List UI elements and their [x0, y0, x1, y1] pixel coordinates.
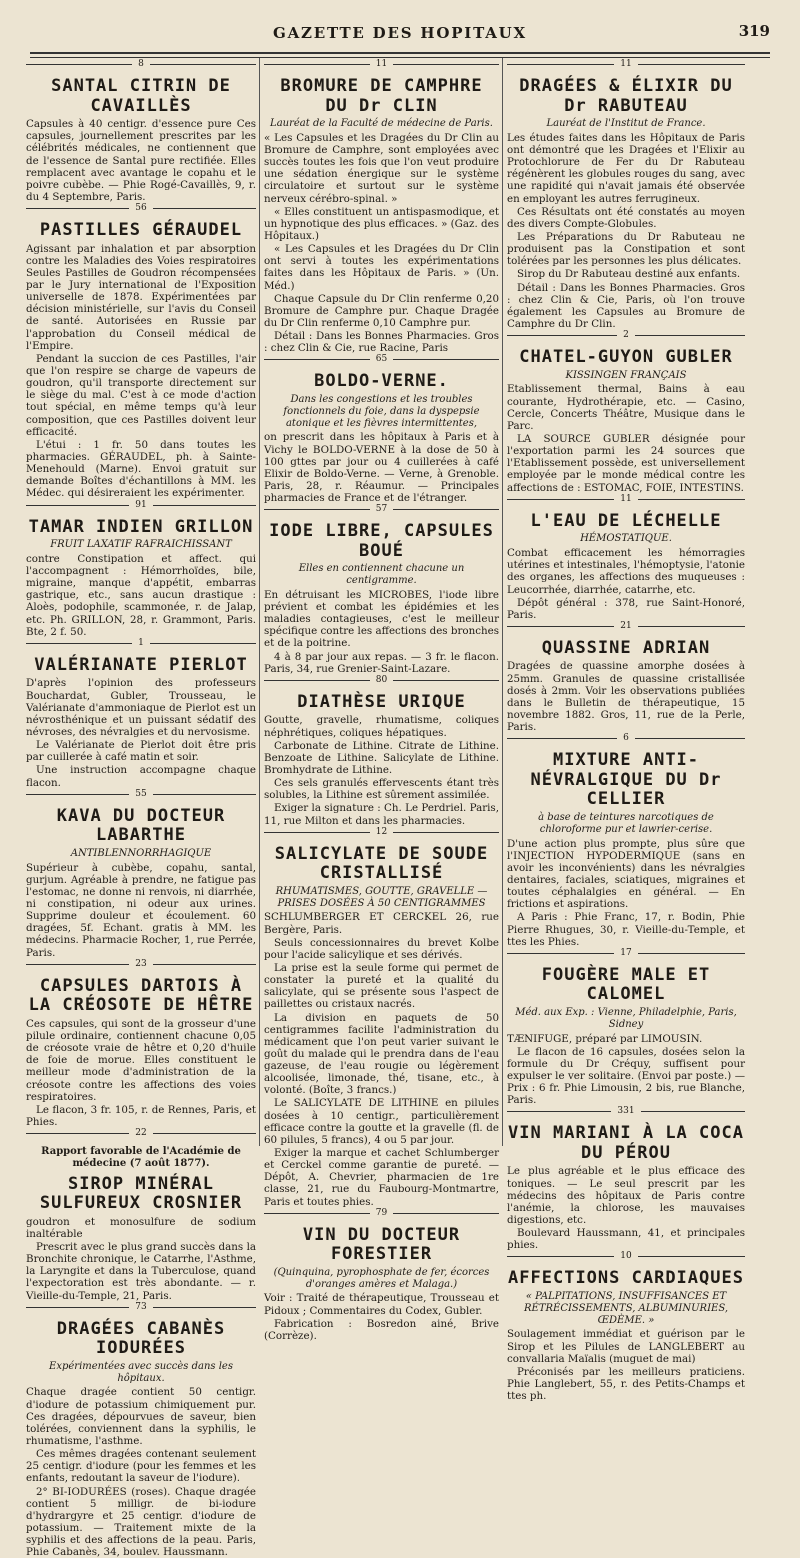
ad-body [26, 1018, 256, 1128]
ad-paragraph: Soulagement immédiat et guérison par le Sirop et les Pilules de LANGLEBERT au convallaria Maïalis (muguet de mai) [507, 1328, 745, 1365]
page-title: GAZETTE DES HOPITAUX [272, 24, 527, 42]
ad-number: 11 [614, 59, 637, 69]
ad-subtitle: (Quinquina, pyrophosphate de fer, écorces d'oranges amères et Malaga.) [273, 1266, 490, 1290]
column-2 [264, 59, 499, 1342]
ad-subtitle: Rapport favorable de l'Académie de médecine (7 août 1877). [41, 1146, 241, 1169]
ad-subtitle: Expérimentées avec succès dans les hôpitaux. [49, 1360, 233, 1384]
ad-subtitle: Lauréat de la Faculté de médecine de Paris. [270, 118, 493, 130]
ad-body [264, 431, 499, 504]
ad-subtitle: KISSINGEN FRANÇAIS [565, 369, 687, 381]
ad-paragraph: Une instruction accompagne chaque flacon. [26, 764, 256, 789]
ad-paragraph: A Paris : Phie Franc, 17, r. Bodin, Phie Pierre Rhugues, 30, r. Vieille-du-Temple, et ttes les Phies. [507, 911, 745, 948]
ad-number: 12 [370, 827, 393, 837]
ad-number-rule [507, 493, 745, 510]
advertisement [507, 59, 745, 330]
ad-paragraph: Le Valérianate de Pierlot doit être pris par cuillerée à café matin et soir. [26, 739, 256, 764]
ad-number: 10 [614, 1251, 637, 1261]
ad-body [264, 714, 499, 826]
ad-number-rule [264, 1207, 499, 1224]
ad-paragraph: Voir : Traité de thérapeutique, Trousseau et Pidoux ; Commentaires du Codex, Gubler. [264, 1292, 499, 1317]
ad-headline: DIATHÈSE URIQUE [297, 691, 466, 712]
ad-paragraph: TÆNIFUGE, préparé par LIMOUSIN. [507, 1032, 703, 1045]
ad-number: 80 [370, 675, 393, 685]
advertisement [507, 493, 745, 621]
ad-body [507, 1033, 745, 1107]
ad-body [26, 862, 256, 959]
ad-paragraph: Les études faites dans les Hôpitaux de Paris ont démontré que les Dragées et l'Elixir au Protochlorure de Fer du Dr Rabuteau régénèrent les globules rouges du sang, avec une rapidité qui n'avait jamais été observée en employant les autres ferrugineux. [507, 131, 745, 205]
ad-body [507, 660, 745, 733]
ad-number-rule [26, 788, 256, 805]
ad-number: 55 [129, 789, 152, 799]
ad-number-rule [264, 826, 499, 843]
advertisement [507, 733, 745, 948]
ad-number-rule [26, 637, 256, 654]
ad-number: 8 [132, 59, 150, 69]
ad-paragraph: 2° BI-IODURÉES (roses). Chaque dragée contient 5 milligr. de bi-iodure d'hydrargyre et 25 centigr. d'iodure de potassium. — Traitement mixte de la syphilis et des affections de la peau. Paris, Phie Cabanès, 34, boulev. Haussmann. [26, 1485, 256, 1558]
ad-headline: L'EAU DE LÉCHELLE [530, 510, 722, 531]
ad-number-rule [26, 1301, 256, 1318]
column-1 [26, 59, 256, 1558]
ad-body [26, 118, 256, 203]
ad-number-rule [264, 504, 499, 520]
ad-number: 1 [132, 638, 150, 648]
ad-paragraph: Supérieur à cubèbe, copahu, santal, gurjum. Agréable à prendre, ne fatigue pas l'estomac, ne donne ni renvois, ni diarrhée, ni constipation, ni odeur aux urines. Supprime douleur et écoulement. 60 dragées, 5f. Echant. gratis à MM. les médecins. Pharmacie Rocher, 1, rue Perrée, Paris. [26, 861, 256, 959]
ad-number: 11 [370, 59, 393, 69]
ad-paragraph: Détail : Dans les Bonnes Pharmacies. Gros : chez Clin & Cie, Paris, où l'on trouve également les Capsules au Bromure de Camphre du Dr Clin. [507, 281, 745, 330]
ad-number-rule [507, 1251, 745, 1267]
ad-paragraph: En détruisant les MICROBES, l'iode libre prévient et combat les épidémies et les maladies contagieuses, c'est le meilleur spécifique contre les affections des bronches et de la poitrine. [264, 588, 499, 650]
ad-subtitle: « PALPITATIONS, INSUFFISANCES ET RÉTRÉCISSEMENTS, ALBUMINURIES, ŒDÈME. » [523, 1290, 729, 1326]
ad-paragraph: contre Constipation et affect. qui l'accompagnent : Hémorrhoïdes, bile, migraine, manque d'appétit, embarras gastrique, etc., sans aucun drastique : Aloès, podophile, scammonée, r. de Jalap, etc. Ph. GRILLON, 28, r. Grammont, Paris. Bte, 2 f. 50. [26, 552, 256, 638]
ad-body [26, 1216, 256, 1302]
advertisement [507, 1251, 745, 1403]
page-number: 319 [738, 22, 770, 40]
ad-number: 331 [611, 1106, 640, 1116]
ad-body [264, 132, 499, 355]
ad-number: 56 [129, 203, 152, 213]
ad-paragraph: Ces mêmes dragées contenant seulement 25 centigr. d'iodure (pour les femmes et les enfants, redoutant la saveur de l'iodure). [26, 1448, 256, 1485]
advertisement [507, 1106, 745, 1252]
advertisement [26, 788, 256, 959]
ad-paragraph: SCHLUMBERGER ET CERCKEL 26, rue Bergère, Paris. [264, 911, 499, 936]
ad-subtitle: à base de teintures narcotiques de chloroforme pur et lawrier-cerise. [538, 811, 714, 835]
column-divider [259, 58, 260, 1146]
ad-paragraph: goudron et monosulfure de sodium inaltérable [26, 1215, 256, 1240]
ad-paragraph: Etablissement thermal, Bains à eau courante, Hydrothérapie, etc. — Casino, Cercle, Concerts Théâtre, Musique dans le Parc. [507, 383, 745, 432]
ad-paragraph: D'une action plus prompte, plus sûre que l'INJECTION HYPODERMIQUE (sans en avoir les inconvénients) dans les névralgies dentaires, faciales, sciatiques, migraines et toutes céphalalgies en général. — En frictions et aspirations. [507, 837, 745, 911]
advertisement [264, 674, 499, 827]
ad-body [507, 1328, 745, 1402]
ad-number-rule [264, 59, 499, 75]
advertisement [26, 958, 256, 1128]
ad-number-rule [507, 330, 745, 346]
ad-number: 73 [129, 1302, 152, 1312]
ad-paragraph: Fabrication : Bosredon ainé, Brive (Corrèze). [264, 1317, 499, 1342]
advertisement [264, 826, 499, 1208]
ad-headline: CHATEL-GUYON GUBLER [519, 347, 733, 368]
ad-paragraph: Sirop du Dr Rabuteau destiné aux enfants. [517, 268, 741, 281]
advertisement [26, 1128, 256, 1170]
advertisement [507, 330, 745, 494]
ad-paragraph: Ces Résultats ont été constatés au moyen des divers Compte-Globules. [507, 205, 745, 230]
ad-number-rule [26, 1128, 256, 1144]
ad-subtitle: FRUIT LAXATIF RAFRAICHISSANT [50, 539, 232, 551]
ad-number: 22 [129, 1128, 152, 1138]
ad-paragraph: « Les Capsules et les Dragées du Dr Clin ont servi à toutes les expérimentations faites dans les Hôpitaux de Paris. » (Un. Méd.) [264, 243, 499, 292]
ad-paragraph: Boulevard Haussmann, 41, et principales phies. [507, 1227, 745, 1252]
advertisement [26, 637, 256, 789]
ad-paragraph: Exiger la marque et cachet Schlumberger et Cerckel comme garantie de pureté. — Dépôt, A. Chevrier, pharmacien de 1re classe, 21, rue du Faubourg-Montmartre, Paris et toutes phies. [264, 1147, 499, 1208]
ad-subtitle: Dans les congestions et les troubles fonctionnels du foie, dans la dyspepsie atonique et les fièvres intermittentes, [283, 393, 480, 429]
ad-paragraph: Ces sels granulés effervescents étant très solubles, la Lithine est sûrement assimilée. [264, 777, 499, 802]
ad-paragraph: on prescrit dans les hôpitaux à Paris et à Vichy le BOLDO-VERNE à la dose de 50 à 100 gttes par jour ou 4 cuillerées à café Elixir de Boldo-Verne. — Verne, à Grenoble. Paris, 28, r. Réaumur. — Principales pharmacies de France et de l'étranger. [264, 431, 499, 505]
ad-number-rule [507, 620, 745, 637]
ad-number-rule [26, 203, 256, 219]
ad-body [507, 383, 745, 493]
ad-subtitle: HÉMOSTATIQUE. [580, 533, 672, 545]
ad-number-rule [507, 947, 745, 964]
ad-number: 57 [370, 504, 393, 514]
ad-paragraph: L'étui : 1 fr. 50 dans toutes les pharmacies. GÉRAUDEL, ph. à Sainte-Menehould (Marne). Envoi gratuit sur demande Boîtes d'échantillons à MM. les Médec. qui désireraient les expérimenter. [26, 438, 256, 500]
ad-paragraph: Dépôt général : 378, rue Saint-Honoré, Paris. [507, 596, 745, 621]
ad-body [264, 1292, 499, 1342]
advertisement [264, 504, 499, 675]
ad-number: 65 [370, 354, 393, 364]
ad-paragraph: D'après l'opinion des professeurs Bouchardat, Gubler, Trousseau, le Valérianate d'ammoniaque de Pierlot est un névrosthénique et un puissant sédatif des névroses, des névralgies et du nervosisme. [26, 677, 256, 739]
ad-paragraph: Seuls concessionnaires du brevet Kolbe pour l'acide salicylique et ses dérivés. [264, 936, 499, 961]
masthead [30, 18, 770, 52]
ad-headline: AFFECTIONS CARDIAQUES [508, 1268, 744, 1289]
ad-paragraph: Détail : Dans les Bonnes Pharmacies. Gros : chez Clin & Cie, rue Racine, Paris [264, 330, 499, 355]
ad-number: 6 [617, 733, 635, 743]
advertisement [264, 354, 499, 505]
ad-body [264, 589, 499, 675]
advertisement [264, 1207, 499, 1342]
ad-number-rule [26, 958, 256, 975]
ad-paragraph: La division en paquets de 50 centigrammes facilite l'administration du médicament que l'on peut varier suivant le goût du malade qui le prendra dans de l'eau gazeuse, de l'eau rougie ou légèrement alcoolisée, limonade, thé, tisane, etc., à volonté. (Boîte, 3 francs.) [264, 1011, 499, 1097]
advertisement [264, 59, 499, 355]
ad-body [26, 243, 256, 500]
ad-headline: BROMURE DE CAMPHRE DU Dr CLIN [280, 76, 483, 116]
advertisement [26, 203, 256, 500]
ad-number: 21 [614, 621, 637, 631]
ad-number-rule [507, 1106, 745, 1122]
ad-paragraph: « Les Capsules et les Dragées du Dr Clin au Bromure de Camphre, sont employées avec succès toutes les fois que l'on veut produire une sédation énergique sur le système circulatoire et surtout sur le système nerveux cérébro-spinal. » [264, 131, 499, 205]
ad-subtitle: RHUMATISMES, GOUTTE, GRAVELLE — PRISES DOSÉES À 50 CENTIGRAMMES [275, 885, 488, 909]
ad-number: 11 [614, 494, 637, 504]
ad-body [26, 677, 256, 788]
ad-number: 79 [370, 1208, 393, 1218]
ad-number-rule [507, 733, 745, 749]
ad-headline: TAMAR INDIEN GRILLON [28, 516, 254, 537]
ad-paragraph: Le flacon, 3 fr. 105, r. de Rennes, Paris, et Phies. [26, 1103, 256, 1128]
ad-paragraph: Combat efficacement les hémorragies utérines et intestinales, l'hémoptysie, l'atonie des organes, les affections des muqueuses : Leucorrhée, diarrhée, catarrhe, etc. [507, 547, 745, 596]
ad-headline: SIROP MINÉRAL SULFUREUX CROSNIER [39, 1173, 243, 1214]
masthead-rule [30, 52, 770, 54]
ad-paragraph: Pendant la succion de ces Pastilles, l'air que l'on respire se charge de vapeurs de goudron, qu'il transporte directement sur le siège du mal. C'est à ce mode d'action tout spécial, en même temps qu'à leur composition, que ces Pastilles doivent leur efficacité. [26, 352, 256, 438]
ad-headline: DRAGÉES & ÉLIXIR DU Dr RABUTEAU [519, 76, 733, 116]
ad-headline: IODE LIBRE, CAPSULES BOUÉ [269, 521, 494, 561]
ad-number-rule [264, 354, 499, 370]
ad-paragraph: Chaque Capsule du Dr Clin renferme 0,20 Bromure de Camphre pur. Chaque Dragée du Dr Clin renferme 0,10 Camphre pur. [264, 292, 499, 329]
ad-paragraph: Préconisés par les meilleurs praticiens. Phie Langlebert, 55, r. des Petits-Champs et ttes ph. [507, 1365, 745, 1403]
ad-paragraph: Le SALICYLATE DE LITHINE en pilules dosées à 10 centigr., particulièrement efficace contre la goutte et la gravelle (fl. de 60 pilules, 5 francs), 4 ou 5 par jour. [264, 1097, 499, 1146]
ad-headline: KAVA DU DOCTEUR LABARTHE [56, 805, 226, 846]
ad-paragraph: Prescrit avec le plus grand succès dans la Bronchite chronique, le Catarrhe, l'Asthme, la Laryngite et dans la Tuberculose, quand l'expectoration est très abondante. — r. Vieille-du-Temple, 21, Paris. [26, 1241, 256, 1302]
ad-number: 17 [614, 948, 637, 958]
ad-headline: QUASSINE ADRIAN [541, 637, 711, 658]
ad-number-rule [26, 59, 256, 75]
ad-headline: FOUGÈRE MALE ET CALOMEL [541, 964, 711, 1005]
advertisement [26, 499, 256, 638]
ad-body [26, 553, 256, 638]
ad-body [507, 1165, 745, 1251]
ad-number-rule [264, 674, 499, 691]
ad-headline: MIXTURE ANTI-NÉVRALGIQUE DU Dr CELLIER [530, 750, 722, 810]
ad-headline: VIN MARIANI À LA COCA DU PÉROU [508, 1123, 744, 1163]
ad-paragraph: « Elles constituent un antispasmodique, et un hypnotique des plus efficaces. » (Gaz. des Hôpitaux.) [264, 205, 499, 243]
ad-number-rule [26, 499, 256, 516]
ad-headline: VIN DU DOCTEUR FORESTIER [302, 1224, 461, 1265]
ad-paragraph: Capsules à 40 centigr. d'essence pure Ces capsules, journellement prescrites par les célébrités médicales, ne contiennent que de l'essence de Santal pure rectifiée. Elles remplacent avec avantage le copahu et le poivre cubèbe. — Phie Rogé-Cavaillès, 9, r. du 4 Septembre, Paris. [26, 118, 256, 203]
ad-paragraph: Chaque dragée contient 50 centigr. d'iodure de potassium chimiquement pur. Ces dragées, dépourvues de saveur, bien tolérées, conviennent dans la syphilis, le rhumatisme, l'asthme. [26, 1386, 256, 1448]
column-divider [502, 58, 503, 1146]
ad-body [507, 132, 745, 330]
ad-paragraph: Agissant par inhalation et par absorption contre les Maladies des Voies respiratoires Seules Pastilles de Goudron récompensées par le Jury international de l'Exposition universelle de 1878. Expérimentées par décision ministérielle, sur l'avis du Conseil de santé. Autorisées en Russie par l'approbation du Conseil médical de l'Empire. [26, 242, 256, 352]
advertisement [507, 620, 745, 734]
ad-subtitle: Méd. aux Exp. : Vienne, Philadelphie, Paris, Sidney [515, 1006, 737, 1030]
ad-headline: VALÉRIANATE PIERLOT [34, 654, 248, 675]
ad-subtitle: Lauréat de l'Institut de France. [546, 118, 706, 130]
column-3 [507, 59, 745, 1403]
ad-body [507, 547, 745, 621]
masthead-rule-thin [30, 57, 770, 58]
ad-paragraph: Le flacon de 16 capsules, dosées selon la formule du Dr Créquy, suffisent pour expulser le ver solitaire. (Envoi par poste.) — Prix : 6 fr. Phie Limousin, 2 bis, rue Blanche, Paris. [507, 1045, 745, 1107]
ad-paragraph: LA SOURCE GUBLER désignée pour l'exportation parmi les 24 sources que l'Etablissement possède, est universellement employée par le monde médical contre les affections de : ESTOMAC, FOIE, INTESTINS. [507, 433, 745, 494]
ad-subtitle: ANTIBLENNORRHAGIQUE [70, 847, 212, 859]
advertisement [26, 1175, 256, 1302]
advertisement [26, 1301, 256, 1558]
advertisement [26, 59, 256, 203]
ad-body [507, 838, 745, 948]
ad-paragraph: Les Préparations du Dr Rabuteau ne produisent pas la Constipation et sont tolérées par les personnes les plus délicates. [507, 231, 745, 268]
ad-paragraph: Goutte, gravelle, rhumatisme, coliques néphrétiques, coliques hépatiques. [264, 714, 499, 739]
ad-paragraph: Dragées de quassine amorphe dosées à 25mm. Granules de quassine cristallisée dosés à 2mm. Voir les observations publiées dans le Bulletin de thérapeutique, 15 novembre 1882. Gros, 11, rue de la Perle, Paris. [507, 660, 745, 734]
ad-headline: PASTILLES GÉRAUDEL [39, 220, 243, 241]
ad-subtitle: Elles en contiennent chacune un centigramme. [298, 563, 465, 587]
ad-headline: BOLDO-VERNE. [314, 371, 449, 392]
ad-number-rule [507, 59, 745, 75]
ad-paragraph: Ces capsules, qui sont de la grosseur d'une pilule ordinaire, contiennent chacune 0,05 de créosote vraie de hêtre et 0,20 d'huile de foie de morue. Elles constituent le meilleur mode d'administration de la créosote contre les affections des voies respiratoires. [26, 1017, 256, 1103]
ad-number: 2 [617, 330, 635, 340]
ad-paragraph: La prise est la seule forme qui permet de constater la pureté et la qualité du salicylate, qui se présente sous l'aspect de paillettes ou cristaux nacrés. [264, 961, 499, 1011]
ad-headline: DRAGÉES CABANÈS IODURÉES [56, 1318, 226, 1359]
ad-paragraph: Exiger la signature : Ch. Le Perdriel. Paris, 11, rue Milton et dans les pharmacies. [264, 802, 499, 827]
ad-number: 91 [129, 500, 152, 510]
ad-number: 23 [129, 959, 152, 969]
ad-paragraph: Le plus agréable et le plus efficace des toniques. — Le seul prescrit par les médecins des hôpitaux de Paris contre l'anémie, la chlorose, les mauvaises digestions, etc. [507, 1165, 745, 1227]
advertisement [507, 947, 745, 1107]
ad-paragraph: Carbonate de Lithine. Citrate de Lithine. Benzoate de Lithine. Salicylate de Lithine. Bromhydrate de Lithine. [264, 739, 499, 776]
ad-paragraph: 4 à 8 par jour aux repas. — 3 fr. le flacon. Paris, 34, rue Grenier-Saint-Lazare. [264, 650, 499, 675]
ad-headline: CAPSULES DARTOIS À LA CRÉOSOTE DE HÊTRE [28, 975, 254, 1016]
ad-headline: SALICYLATE DE SOUDE CRISTALLISÉ [274, 843, 489, 884]
ad-headline: SANTAL CITRIN DE CAVAILLÈS [51, 76, 231, 116]
ad-body [26, 1386, 256, 1558]
ad-body [264, 911, 499, 1207]
